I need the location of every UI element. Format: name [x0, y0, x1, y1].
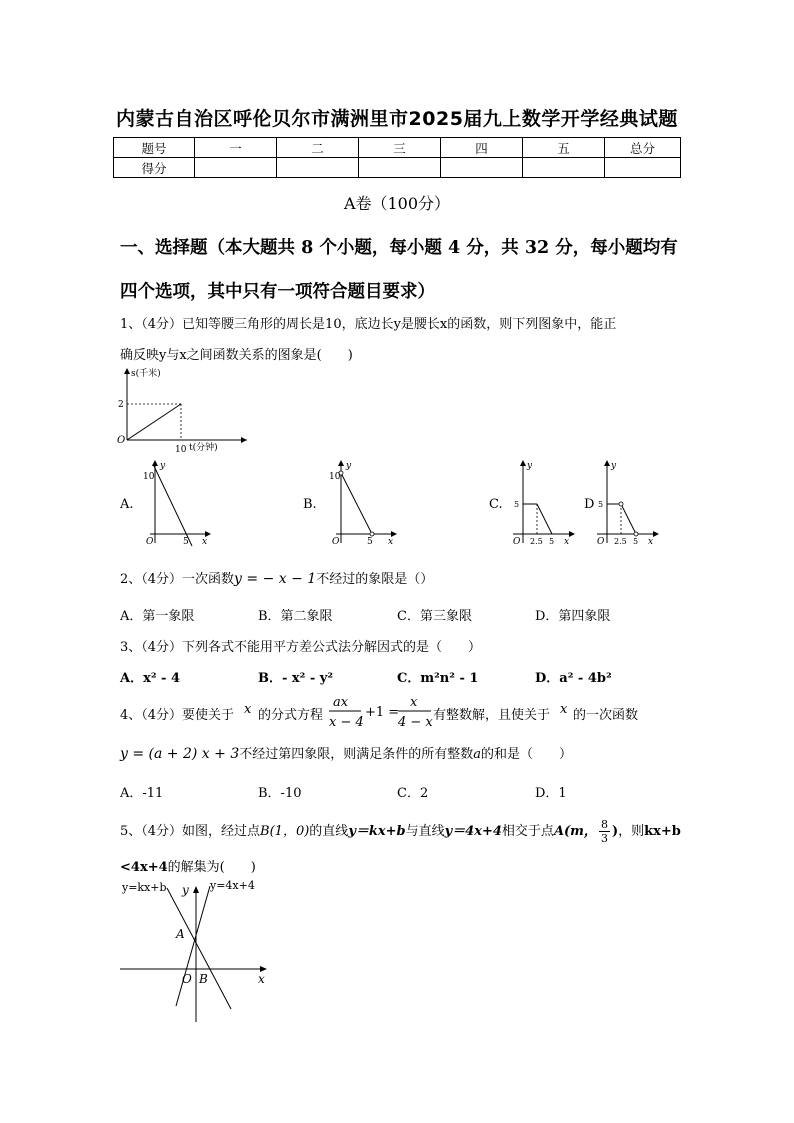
score-table-score-row	[114, 158, 681, 178]
q2-stem-b: 不经过的象限是（）	[316, 572, 434, 587]
q4-p4: 的一次函数	[573, 708, 639, 723]
graph-segment	[537, 504, 552, 534]
origin-label: O	[332, 537, 340, 547]
label-line1: y=kx+b	[122, 881, 167, 894]
q2-formula: y = − x − 1	[234, 571, 317, 587]
graph-line	[341, 473, 372, 534]
frac1-den: x − 4	[329, 715, 364, 730]
x-axis-arrow	[241, 437, 247, 443]
x-tick: 5	[183, 537, 189, 547]
q3-option-d[interactable]: D．a² - 4b²	[535, 671, 612, 686]
point-b-label: B	[199, 972, 208, 986]
q5-eq2: y＝4x+4	[444, 824, 502, 839]
q5-frac-den: 3	[600, 832, 608, 845]
q5-point-b: B(1，0)	[260, 824, 310, 839]
q1-option-b-label[interactable]: B.	[303, 497, 317, 512]
q4-var-a: a	[473, 747, 482, 762]
score-header-cell: 题号	[114, 138, 195, 158]
q5-line1-b: 的直线	[309, 824, 349, 839]
q2-option-a[interactable]: A．第一象限	[120, 609, 195, 624]
origin-label: O	[182, 972, 192, 986]
q4-line2-formula: y = (a + 2) x + 3	[120, 746, 240, 762]
q3-option-c[interactable]: C．m²n² - 1	[397, 671, 479, 686]
score-cell[interactable]	[277, 158, 359, 178]
score-header-cell: 总分	[605, 138, 681, 158]
q1-option-d-label[interactable]: D	[584, 497, 595, 512]
open-endpoint	[619, 502, 623, 506]
q5-line1-a: 5、（4分）如图，经过点	[120, 824, 261, 839]
score-table-header-row	[114, 138, 681, 158]
q5-line1-c: 与直线	[405, 824, 445, 839]
q1-option-c-label[interactable]: C.	[489, 497, 503, 512]
score-header-cell: 一	[195, 138, 277, 158]
y-label: y	[346, 461, 352, 471]
q1-reference-graph	[113, 364, 253, 456]
q3-option-b[interactable]: B．- x² - y²	[258, 671, 334, 686]
y-axis-arrow	[520, 460, 526, 466]
x-label: x	[564, 537, 570, 547]
q5-fraction	[599, 818, 610, 845]
y-axis-label: s(千米)	[131, 369, 161, 379]
q4-line2-text: 不经过第四象限，则满足条件的所有整数	[239, 747, 474, 762]
score-cell[interactable]	[359, 158, 441, 178]
q4-p2: 的分式方程	[258, 708, 324, 723]
plus-one: +1 =	[365, 705, 400, 720]
q5-eq1: y＝kx+b	[348, 824, 406, 839]
score-cell[interactable]	[523, 158, 605, 178]
x-tick: 2.5	[530, 537, 543, 546]
exam-title: 内蒙古自治区呼伦贝尔市满洲里市2025届九上数学开学经典试题	[116, 108, 678, 130]
q2-stem-a: 2、（4分）一次函数	[120, 572, 235, 587]
y-axis-arrow	[193, 886, 199, 893]
q2-option-c[interactable]: C．第三象限	[397, 609, 472, 624]
x-tick: 5	[549, 537, 555, 546]
y-axis-arrow	[604, 460, 610, 466]
frac1-num: ax	[333, 695, 349, 710]
open-endpoint	[634, 532, 638, 536]
graph-line	[127, 404, 181, 440]
q1-option-a-graph[interactable]	[140, 458, 215, 550]
x-axis-label: t(分钟)	[189, 443, 218, 453]
part1-heading: 一、选择题（本大题共 8 个小题，每小题 4 分，共 32 分，每小题均有四个选项，其中只有一项符合题目要求）	[120, 238, 678, 302]
y-axis-arrow	[124, 368, 130, 374]
y-tick: 10	[143, 472, 155, 482]
q4-var-x: x	[244, 702, 252, 717]
score-table	[113, 137, 681, 178]
y-axis-arrow	[338, 460, 344, 466]
section-a-heading: A卷（100分）	[343, 194, 451, 213]
q5-line2	[120, 856, 680, 875]
q4-line2-end: 的和是（ ）	[481, 747, 573, 762]
y-label: y	[160, 461, 166, 471]
q5-ineq-start: kx+b	[644, 824, 681, 839]
q1-option-d-graph[interactable]	[592, 458, 662, 550]
q4-option-d[interactable]: D．1	[535, 786, 567, 801]
q4-p3: 有整数解，且使关于	[433, 708, 551, 723]
line-y-4x-4	[176, 886, 210, 1006]
x-tick: 5	[367, 537, 373, 547]
score-cell[interactable]	[605, 158, 681, 178]
x-axis-label: x	[258, 972, 265, 986]
q5-line2-ineq: <4x+4	[120, 860, 168, 875]
q5-point-a: A(m，	[553, 824, 597, 839]
q4-line2	[120, 743, 680, 762]
q1-line1: 1、（4分）已知等腰三角形的周长是10，底边长y是腰长x的函数，则下列图象中，能正	[120, 317, 617, 332]
q1-option-b-graph[interactable]	[326, 458, 401, 550]
q3-option-a[interactable]: A．x² - 4	[120, 671, 181, 686]
x-label: x	[648, 537, 654, 547]
y-axis-arrow	[152, 460, 158, 466]
q5-line2-text: 的解集为( )	[167, 860, 256, 875]
score-header-cell: 二	[277, 138, 359, 158]
q4-option-a[interactable]: A．-11	[120, 786, 164, 801]
score-cell[interactable]	[195, 158, 277, 178]
q3-stem: 3、（4分）下列各式不能用平方差公式法分解因式的是（ ）	[120, 640, 482, 655]
frac2-den: 4 − x	[398, 715, 433, 730]
y-tick: 5	[598, 500, 604, 509]
q4-option-b[interactable]: B．-10	[258, 786, 302, 801]
y-tick: 2	[118, 400, 124, 410]
origin-label: O	[513, 537, 521, 547]
q5-line1	[120, 818, 720, 845]
q4-var-x2: x	[560, 702, 568, 717]
y-tick: 10	[329, 472, 341, 482]
open-endpoint	[370, 532, 374, 536]
x-label: x	[202, 537, 208, 547]
x-axis-arrow	[653, 531, 659, 537]
x-tick: 5	[633, 537, 639, 546]
q2-option-b[interactable]: B．第二象限	[258, 609, 333, 624]
y-label: y	[527, 461, 533, 471]
q1-option-c-graph[interactable]	[508, 458, 578, 550]
score-header-cell: 四	[441, 138, 523, 158]
point-a-label: A	[176, 927, 185, 941]
origin-label: O	[146, 537, 154, 547]
q5-line1-d: 相交于点	[501, 824, 554, 839]
y-axis-label: y	[182, 883, 189, 897]
q5-graph	[118, 876, 278, 1024]
y-tick: 5	[514, 500, 520, 509]
origin-label: O	[117, 435, 126, 446]
q2-stem	[120, 568, 680, 587]
frac2-num: x	[410, 695, 418, 710]
q4-p1: 4、（4分）要使关于	[120, 708, 235, 723]
x-label: x	[388, 537, 394, 547]
y-label: y	[611, 461, 617, 471]
q1-option-a-label[interactable]: A.	[120, 497, 134, 512]
graph-segment	[621, 504, 636, 534]
q5-line1-e: ，则	[618, 824, 645, 839]
q1-line2: 确反映y与x之间函数关系的图象是( )	[120, 348, 353, 363]
q5-point-a-close: )	[611, 824, 619, 839]
score-cell[interactable]	[441, 158, 523, 178]
score-header-cell: 三	[359, 138, 441, 158]
q2-option-d[interactable]: D．第四象限	[535, 609, 611, 624]
q5-frac-num: 8	[600, 818, 608, 831]
x-axis-arrow	[569, 531, 575, 537]
origin-label: O	[597, 537, 605, 547]
q4-equation	[327, 690, 437, 734]
label-line2: y=4x+4	[210, 879, 255, 892]
score-header-cell: 五	[523, 138, 605, 158]
x-tick: 10	[175, 445, 187, 455]
q4-option-c[interactable]: C．2	[397, 786, 429, 801]
score-row-label: 得分	[114, 158, 195, 178]
line-y-kx-b	[167, 888, 231, 1009]
x-tick: 2.5	[614, 537, 627, 546]
